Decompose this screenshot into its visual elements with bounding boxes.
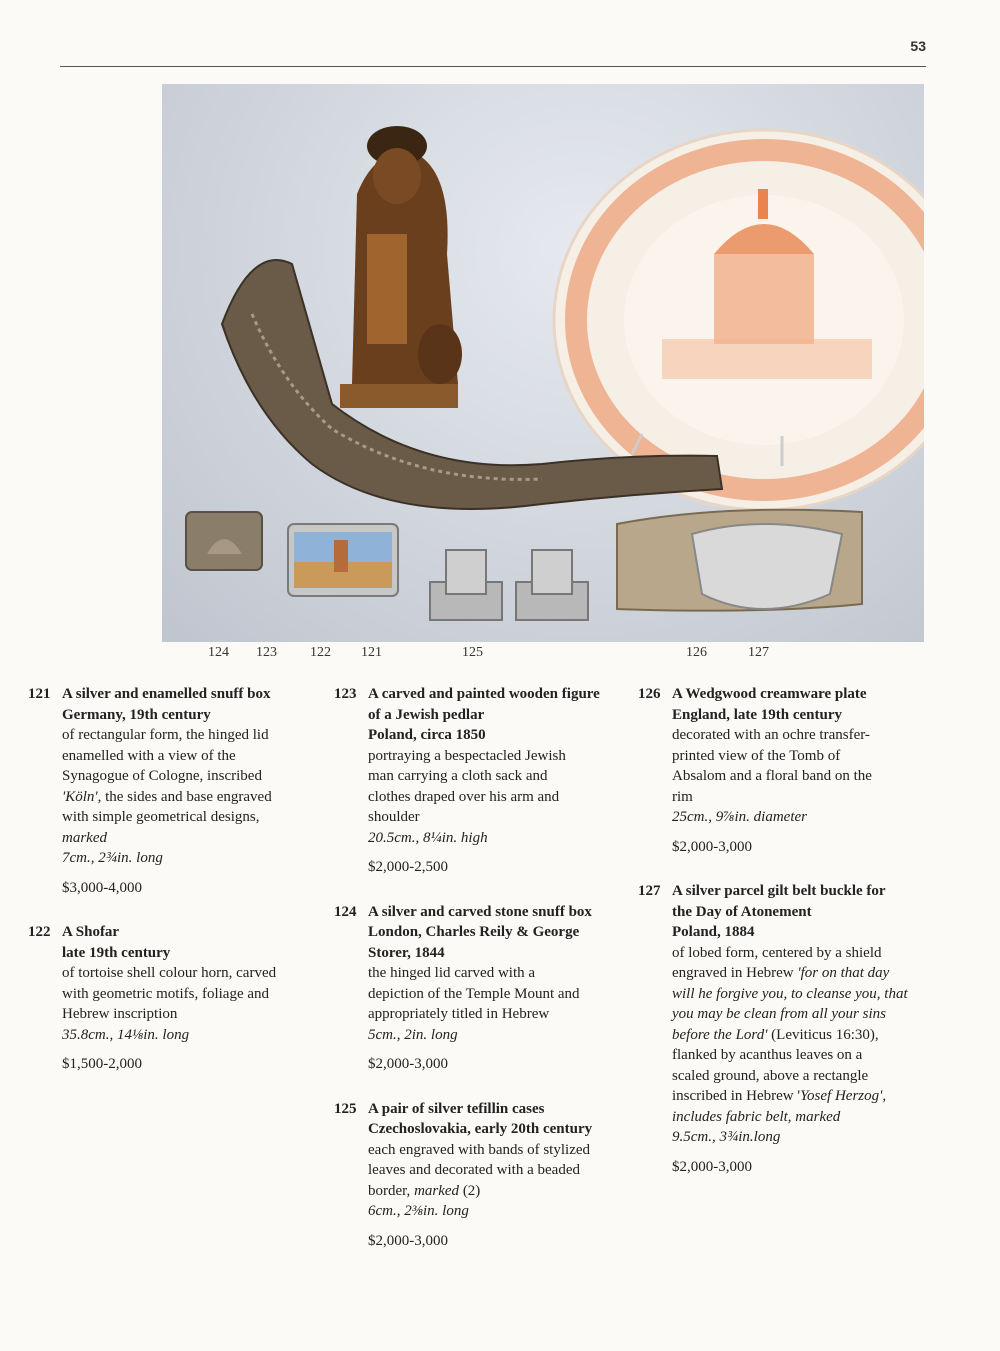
lot-size: 20.5cm., 8¼in. high — [368, 829, 488, 846]
lot-126 — [638, 684, 938, 857]
lot-desc: of rectangular form, the hinged lid — [62, 727, 269, 743]
lot-desc: the hinged lid carved with a — [368, 965, 536, 981]
photo-lot-number: 122 — [310, 645, 331, 660]
lot-desc: with geometric motifs, foliage and — [62, 985, 270, 1002]
lot-estimate: $3,000-4,000 — [62, 879, 142, 896]
lot-125 — [334, 1099, 634, 1252]
lot-desc: depiction of the Temple Mount and — [368, 985, 580, 1002]
lot-121 — [28, 684, 318, 898]
lot-title: A Shofar — [62, 924, 120, 940]
lot-desc: leaves and decorated with a beaded — [368, 1162, 580, 1178]
lot-title: A silver and enamelled snuff box — [62, 686, 271, 702]
header-rule — [60, 66, 926, 67]
lot-desc: man carrying a cloth sack and — [368, 768, 548, 784]
photo-lot-number: 125 — [462, 645, 483, 660]
lot-title: A pair of silver tefillin cases — [368, 1100, 545, 1117]
lot-desc: Synagogue of Cologne, inscribed — [62, 768, 262, 784]
lot-origin: Poland, circa 1850 — [368, 727, 486, 743]
belt-buckle-image — [617, 510, 862, 611]
lot-desc: scaled ground, above a rectangle — [672, 1067, 869, 1084]
lot-number: 125 — [334, 1100, 357, 1117]
lot-title: A silver and carved stone snuff box — [368, 903, 592, 920]
lot-desc: with simple geometrical designs, — [62, 809, 260, 825]
lot-number: 124 — [334, 903, 357, 920]
lot-desc: 'Köln', the sides and base engraved — [62, 788, 272, 805]
lot-desc: engraved in Hebrew 'for on that day — [672, 965, 890, 981]
lot-desc: shoulder — [368, 809, 420, 825]
lot-122 — [28, 922, 318, 1075]
photo-lot-numbers — [0, 645, 1000, 665]
lot-origin: London, Charles Reily & George — [368, 924, 580, 940]
lot-number: 121 — [28, 686, 51, 702]
lot-title: A Wedgwood creamware plate — [672, 686, 867, 702]
photo-illustration — [162, 84, 924, 642]
lot-desc: marked — [62, 829, 107, 846]
photo-lot-number: 124 — [208, 645, 229, 660]
page-number: 53 — [910, 38, 926, 54]
lot-desc: clothes draped over his arm and — [368, 788, 560, 805]
enamelled-snuff-box-image — [288, 524, 398, 596]
lot-desc: portraying a bespectacled Jewish — [368, 747, 566, 764]
wooden-pedlar-figure-image — [340, 126, 462, 408]
lot-title: A silver parcel gilt belt buckle for — [672, 883, 886, 899]
lot-estimate: $2,000-3,000 — [368, 1232, 448, 1249]
lot-desc: inscribed in Hebrew 'Yosef Herzog', — [672, 1088, 887, 1104]
lot-origin: Storer, 1844 — [368, 944, 445, 961]
lot-desc: decorated with an ochre transfer- — [672, 727, 870, 743]
lot-desc: you may be clean from all your sins — [672, 1006, 886, 1022]
photo-lot-number: 126 — [686, 645, 707, 660]
column-middle — [334, 684, 634, 1251]
lot-desc: rim — [672, 788, 693, 805]
lot-desc: of lobed form, centered by a shield — [672, 944, 882, 961]
photo-lot-number: 123 — [256, 645, 277, 660]
lot-size: 9.5cm., 3¾in.long — [672, 1129, 781, 1145]
photo-lot-number: 127 — [748, 645, 769, 660]
lot-size: 7cm., 2¾in. long — [62, 850, 163, 866]
lot-number: 123 — [334, 686, 357, 702]
tefillin-cases-image — [430, 550, 588, 620]
lot-origin: late 19th century — [62, 944, 171, 961]
column-right — [638, 684, 938, 1177]
lot-size: 6cm., 2⅜in. long — [368, 1203, 469, 1219]
lot-origin: Poland, 1884 — [672, 924, 755, 940]
lot-estimate: $2,000-3,000 — [672, 1158, 752, 1175]
lot-desc: includes fabric belt, marked — [672, 1108, 841, 1125]
lot-title: A carved and painted wooden figure — [368, 686, 600, 702]
lot-desc: Absalom and a floral band on the — [672, 768, 872, 784]
lot-estimate: $1,500-2,000 — [62, 1056, 142, 1072]
column-left — [28, 684, 318, 1075]
lot-size: 25cm., 9⅞in. diameter — [672, 809, 807, 825]
lot-123 — [334, 684, 634, 878]
wedgwood-plate-image — [554, 130, 924, 510]
lot-desc: flanked by acanthus leaves on a — [672, 1047, 863, 1063]
lot-desc: of tortoise shell colour horn, carved — [62, 965, 277, 981]
lot-desc: border, marked (2) — [368, 1182, 481, 1199]
lot-title: of a Jewish pedlar — [368, 706, 485, 723]
lot-origin: Czechoslovakia, early 20th century — [368, 1121, 593, 1137]
stone-snuff-box-image — [186, 512, 262, 570]
lot-estimate: $2,000-2,500 — [368, 859, 448, 875]
lot-127 — [638, 881, 938, 1177]
auction-photo — [162, 84, 924, 642]
lot-desc: Hebrew inscription — [62, 1006, 178, 1022]
lot-desc: before the Lord' (Leviticus 16:30), — [672, 1026, 879, 1043]
lot-desc: enamelled with a view of the — [62, 747, 236, 764]
photo-lot-number: 121 — [361, 645, 382, 660]
lot-number: 126 — [638, 686, 661, 702]
lot-desc: each engraved with bands of stylized — [368, 1141, 591, 1158]
lot-size: 5cm., 2in. long — [368, 1026, 458, 1043]
lot-desc: will he forgive you, to cleanse you, that — [672, 985, 908, 1002]
lot-desc: appropriately titled in Hebrew — [368, 1006, 550, 1022]
lot-desc: printed view of the Tomb of — [672, 747, 841, 764]
lot-title: the Day of Atonement — [672, 903, 812, 920]
lot-number: 122 — [28, 924, 51, 940]
lot-size: 35.8cm., 14⅛in. long — [62, 1026, 190, 1043]
lot-origin: England, late 19th century — [672, 706, 843, 723]
lot-124 — [334, 902, 634, 1075]
lot-number: 127 — [638, 883, 661, 899]
lot-estimate: $2,000-3,000 — [672, 838, 752, 855]
lot-estimate: $2,000-3,000 — [368, 1056, 448, 1072]
lot-origin: Germany, 19th century — [62, 706, 211, 723]
